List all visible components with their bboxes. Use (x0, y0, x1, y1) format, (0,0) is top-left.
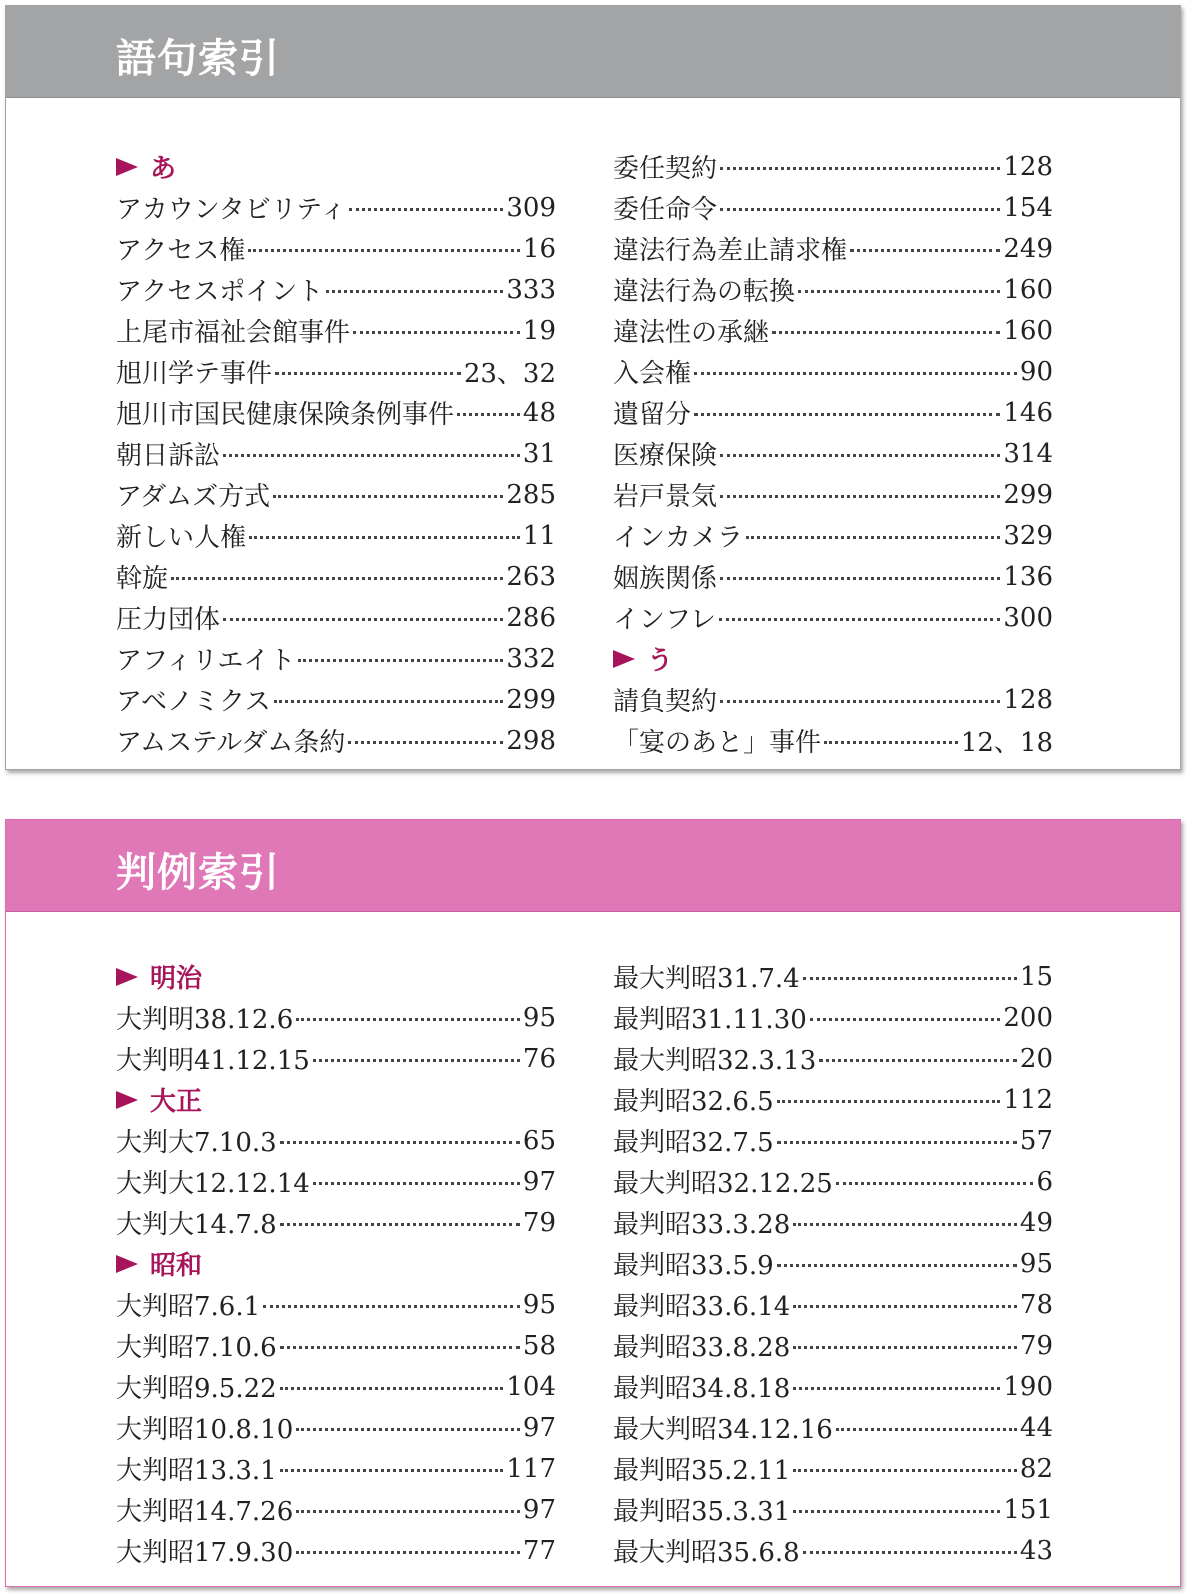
index-entry (116, 228, 556, 269)
index-entry (613, 187, 1053, 228)
index-entry (116, 1489, 556, 1530)
index-entry (116, 556, 556, 597)
page-number: 263 (506, 561, 556, 592)
index-term: 大判明38.12.6 (116, 1005, 294, 1035)
index-term: アクセスポイント (116, 277, 324, 307)
dot-leader (280, 1387, 504, 1390)
page-number: 95 (1019, 1248, 1053, 1279)
dot-leader (719, 618, 1000, 621)
dot-leader (810, 1018, 1001, 1021)
page-number: 78 (1019, 1289, 1053, 1320)
dot-leader (296, 1510, 520, 1513)
page-number: 112 (1003, 1084, 1053, 1115)
page-number: 43 (1019, 1535, 1053, 1566)
index-term: 最大判昭35.6.8 (613, 1538, 800, 1568)
dot-leader (280, 1346, 520, 1349)
index-entry (116, 1038, 556, 1079)
index-term: インフレ (613, 605, 716, 635)
page-number: 19 (522, 315, 556, 346)
dot-leader (793, 1346, 1017, 1349)
index-term: アベノミクス (116, 687, 271, 717)
index-entry (613, 1038, 1053, 1079)
index-entry (116, 474, 556, 515)
index-term: 大判昭14.7.26 (116, 1497, 294, 1527)
section-heading-label: 大正 (150, 1087, 203, 1117)
page-number: 333 (506, 274, 556, 305)
page-number: 97 (522, 1494, 556, 1525)
index-term: 委任契約 (613, 154, 718, 184)
dot-leader (850, 249, 1000, 252)
index-entry (116, 997, 556, 1038)
index-term: 遺留分 (613, 400, 692, 430)
page-number: 300 (1003, 602, 1053, 633)
index-term: 最大判昭32.12.25 (613, 1169, 833, 1199)
dot-leader (223, 454, 520, 457)
index-term: アダムズ方式 (116, 482, 271, 512)
dot-leader (772, 331, 1000, 334)
dot-leader (274, 700, 504, 703)
page-number: 286 (506, 602, 556, 633)
dot-leader (720, 700, 1000, 703)
index-term: 違法性の承継 (613, 318, 770, 348)
page-number: 49 (1019, 1207, 1053, 1238)
index-term: 「宴のあと」事件 (613, 728, 822, 758)
index-term: 医療保険 (613, 441, 718, 471)
index-entry (613, 269, 1053, 310)
page-number: 58 (522, 1330, 556, 1361)
index-term: 岩戸景気 (613, 482, 718, 512)
dot-leader (720, 495, 1000, 498)
index-entry (613, 597, 1053, 638)
page-number: 82 (1019, 1453, 1053, 1484)
dot-leader (296, 1018, 520, 1021)
index-entry (613, 1489, 1053, 1530)
page-number: 31 (522, 438, 556, 469)
dot-leader (249, 536, 520, 539)
index-term: 最大判昭34.12.16 (613, 1415, 833, 1445)
index-entry (613, 433, 1053, 474)
page-number: 160 (1003, 315, 1053, 346)
section-heading (116, 1243, 556, 1284)
index-entry (116, 1325, 556, 1366)
section-heading-label: う (647, 646, 674, 676)
index-term: 大判昭7.6.1 (116, 1292, 261, 1322)
dot-leader (793, 1469, 1017, 1472)
page-number: 309 (506, 192, 556, 223)
triangle-marker-icon (116, 968, 138, 986)
cases-index-left-column (116, 956, 556, 1571)
dot-leader (824, 741, 958, 744)
page-number: 57 (1019, 1125, 1053, 1156)
page-number: 97 (522, 1166, 556, 1197)
page-number: 314 (1003, 438, 1053, 469)
dot-leader (275, 372, 461, 375)
index-entry (116, 720, 556, 761)
index-term: 最判昭32.6.5 (613, 1087, 774, 1117)
index-term: 最判昭33.8.28 (613, 1333, 791, 1363)
index-term: 姻族関係 (613, 564, 718, 594)
section-heading (116, 146, 556, 187)
page-number: 299 (506, 684, 556, 715)
index-term: アカウンタビリティ (116, 195, 347, 225)
index-entry (116, 310, 556, 351)
index-term: 大判明41.12.15 (116, 1046, 310, 1076)
index-entry (613, 1448, 1053, 1489)
page-number: 95 (522, 1002, 556, 1033)
dot-leader (720, 208, 1000, 211)
index-entry (116, 1366, 556, 1407)
index-entry (613, 1530, 1053, 1571)
terms-index-left-column (116, 146, 556, 761)
page-number: 77 (522, 1535, 556, 1566)
page-number: 200 (1003, 1002, 1053, 1033)
triangle-marker-icon (116, 158, 138, 176)
dot-leader (803, 977, 1017, 980)
index-term: 最大判昭31.7.4 (613, 964, 800, 994)
index-entry (116, 679, 556, 720)
dot-leader (353, 331, 520, 334)
index-entry (613, 720, 1053, 761)
terms-index-right-column (613, 146, 1053, 761)
dot-leader (457, 413, 520, 416)
page-number: 128 (1003, 684, 1053, 715)
index-entry (613, 515, 1053, 556)
index-term: アムステルダム条約 (116, 728, 346, 758)
index-entry (116, 187, 556, 228)
dot-leader (694, 413, 1000, 416)
section-heading (116, 1079, 556, 1120)
index-term: 最大判昭32.3.13 (613, 1046, 817, 1076)
dot-leader (326, 290, 503, 293)
page-number: 11 (522, 520, 556, 551)
index-entry (613, 1079, 1053, 1120)
index-term: 最判昭35.2.11 (613, 1456, 791, 1486)
index-term: 最判昭32.7.5 (613, 1128, 774, 1158)
index-term: 大判昭7.10.6 (116, 1333, 277, 1363)
index-term: 違法行為差止請求権 (613, 236, 848, 266)
section-heading (613, 638, 1053, 679)
index-entry (613, 310, 1053, 351)
index-term: 最判昭33.6.14 (613, 1292, 791, 1322)
page-number: 128 (1003, 151, 1053, 182)
page-number: 48 (522, 397, 556, 428)
index-entry (613, 1202, 1053, 1243)
page-number: 146 (1003, 397, 1053, 428)
index-entry (116, 515, 556, 556)
triangle-marker-icon (613, 650, 635, 668)
dot-leader (836, 1182, 1034, 1185)
dot-leader (819, 1059, 1017, 1062)
index-term: 最判昭33.3.28 (613, 1210, 791, 1240)
dot-leader (313, 1182, 520, 1185)
cases-index-panel (5, 819, 1181, 1587)
index-entry (116, 597, 556, 638)
dot-leader (248, 249, 520, 252)
index-term: 大判昭9.5.22 (116, 1374, 277, 1404)
dot-leader (793, 1510, 1000, 1513)
dot-leader (273, 495, 503, 498)
dot-leader (296, 1551, 520, 1554)
dot-leader (803, 1551, 1017, 1554)
page-number: 249 (1003, 233, 1053, 264)
page-number: 15 (1019, 961, 1053, 992)
page-number: 332 (506, 643, 556, 674)
index-term: 違法行為の転換 (613, 277, 796, 307)
index-entry (116, 1530, 556, 1571)
index-term: 新しい人権 (116, 523, 247, 553)
index-entry (116, 1161, 556, 1202)
page-number: 95 (522, 1289, 556, 1320)
index-term: 最判昭35.3.31 (613, 1497, 791, 1527)
dot-leader (777, 1141, 1017, 1144)
page-number: 65 (522, 1125, 556, 1156)
index-term: 大判昭13.3.1 (116, 1456, 277, 1486)
page-number: 90 (1019, 356, 1053, 387)
index-term: 最判昭33.5.9 (613, 1251, 774, 1281)
dot-leader (280, 1223, 520, 1226)
cases-index-title: 判例索引 (6, 820, 1180, 912)
dot-leader (836, 1428, 1017, 1431)
page-number: 44 (1019, 1412, 1053, 1443)
page-number: 154 (1003, 192, 1053, 223)
index-term: 斡旋 (116, 564, 169, 594)
dot-leader (793, 1223, 1017, 1226)
index-term: 上尾市福祉会館事件 (116, 318, 351, 348)
index-entry (613, 146, 1053, 187)
index-term: 大判大12.12.14 (116, 1169, 310, 1199)
page-number: 23、32 (463, 359, 556, 389)
index-entry (613, 1366, 1053, 1407)
page-number: 79 (1019, 1330, 1053, 1361)
index-entry (613, 679, 1053, 720)
section-heading-label: あ (150, 154, 177, 184)
section-heading-label: 昭和 (150, 1251, 203, 1281)
index-entry (116, 269, 556, 310)
index-entry (116, 1448, 556, 1489)
cases-index-right-column (613, 956, 1053, 1571)
page-number: 12、18 (960, 728, 1053, 758)
index-term: 入会権 (613, 359, 692, 389)
dot-leader (793, 1387, 1000, 1390)
page-number: 20 (1019, 1043, 1053, 1074)
page-number: 136 (1003, 561, 1053, 592)
index-term: 圧力団体 (116, 605, 221, 635)
index-entry (613, 1284, 1053, 1325)
page-number: 117 (506, 1453, 556, 1484)
dot-leader (777, 1264, 1017, 1267)
index-entry (116, 1407, 556, 1448)
page-number: 285 (506, 479, 556, 510)
index-entry (613, 1325, 1053, 1366)
index-entry (116, 1284, 556, 1325)
index-term: 請負契約 (613, 687, 718, 717)
section-heading (116, 956, 556, 997)
index-entry (116, 351, 556, 392)
index-term: 最判昭34.8.18 (613, 1374, 791, 1404)
page-number: 190 (1003, 1371, 1053, 1402)
index-entry (613, 351, 1053, 392)
index-term: インカメラ (613, 523, 744, 553)
triangle-marker-icon (116, 1091, 138, 1109)
index-term: 朝日訴訟 (116, 441, 221, 471)
page-number: 298 (506, 725, 556, 756)
dot-leader (313, 1059, 520, 1062)
dot-leader (720, 454, 1000, 457)
index-entry (116, 1120, 556, 1161)
dot-leader (280, 1469, 504, 1472)
index-term: 大判昭10.8.10 (116, 1415, 294, 1445)
index-term: 大判大7.10.3 (116, 1128, 277, 1158)
dot-leader (223, 618, 503, 621)
index-term: 委任命令 (613, 195, 718, 225)
dot-leader (298, 659, 503, 662)
index-term: 大判大14.7.8 (116, 1210, 277, 1240)
dot-leader (720, 577, 1000, 580)
page-number: 299 (1003, 479, 1053, 510)
index-entry (116, 433, 556, 474)
index-term: アフィリエイト (116, 646, 296, 676)
terms-index-panel (5, 5, 1181, 770)
index-term: 旭川市国民健康保険条例事件 (116, 400, 455, 430)
dot-leader (777, 1100, 1001, 1103)
index-entry (613, 997, 1053, 1038)
page-number: 104 (506, 1371, 556, 1402)
dot-leader (798, 290, 1000, 293)
index-entry (116, 1202, 556, 1243)
index-entry (613, 556, 1053, 597)
index-term: 最判昭31.11.30 (613, 1005, 807, 1035)
index-entry (613, 392, 1053, 433)
page-number: 6 (1036, 1166, 1053, 1197)
index-term: 大判昭17.9.30 (116, 1538, 294, 1568)
index-entry (613, 1161, 1053, 1202)
index-entry (613, 474, 1053, 515)
page-number: 16 (522, 233, 556, 264)
page-number: 76 (522, 1043, 556, 1074)
terms-index-title: 語句索引 (6, 6, 1180, 98)
index-term: 旭川学テ事件 (116, 359, 273, 389)
dot-leader (280, 1141, 520, 1144)
index-entry (613, 1120, 1053, 1161)
page-number: 151 (1003, 1494, 1053, 1525)
index-entry (613, 956, 1053, 997)
page-number: 329 (1003, 520, 1053, 551)
index-entry (116, 638, 556, 679)
page-number: 97 (522, 1412, 556, 1443)
page-number: 79 (522, 1207, 556, 1238)
dot-leader (746, 536, 1000, 539)
index-entry (116, 392, 556, 433)
index-term: アクセス権 (116, 236, 246, 266)
dot-leader (720, 167, 1000, 170)
section-heading-label: 明治 (150, 964, 203, 994)
page-number: 160 (1003, 274, 1053, 305)
dot-leader (348, 741, 503, 744)
dot-leader (296, 1428, 520, 1431)
index-entry (613, 1243, 1053, 1284)
dot-leader (793, 1305, 1017, 1308)
dot-leader (171, 577, 503, 580)
index-entry (613, 1407, 1053, 1448)
dot-leader (694, 372, 1017, 375)
triangle-marker-icon (116, 1255, 138, 1273)
dot-leader (263, 1305, 520, 1308)
dot-leader (349, 208, 503, 211)
index-entry (613, 228, 1053, 269)
